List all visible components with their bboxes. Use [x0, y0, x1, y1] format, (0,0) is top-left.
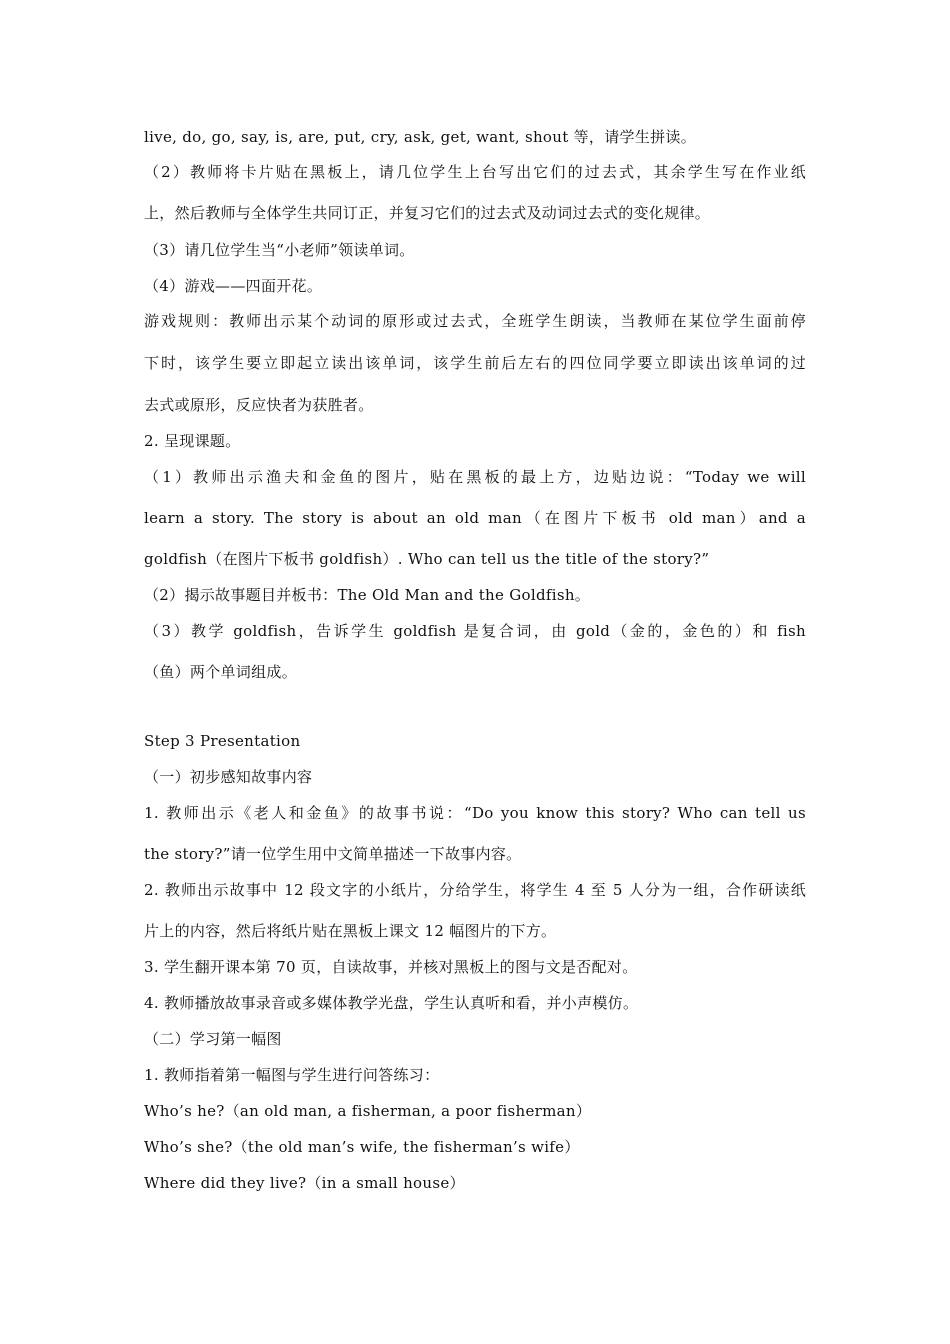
- text-line: 游戏规则：教师出示某个动词的原形或过去式，全班学生朗读，当教师在某位学生面前停: [144, 312, 806, 330]
- text-line: （3）请几位学生当“小老师”领读单词。: [144, 241, 415, 259]
- text-line: goldfish（在图片下板书 goldfish）. Who can tell us the title of the story?”: [144, 550, 710, 568]
- text-line: （2）揭示故事题目并板书：The Old Man and the Goldfish。: [144, 586, 591, 604]
- text-line: Who’s she?（the old man’s wife, the fisherman’s wife）: [144, 1138, 580, 1156]
- text-line: （二）学习第一幅图: [144, 1030, 282, 1048]
- text-line: Who’s he?（an old man, a fisherman, a poor fisherman）: [144, 1102, 592, 1120]
- text-line: 3. 学生翻开课本第 70 页，自读故事，并核对黑板上的图与文是否配对。: [144, 958, 638, 976]
- text-line: Where did they live?（in a small house）: [144, 1174, 465, 1192]
- text-line: （3）教学 goldfish，告诉学生 goldfish 是复合词，由 gold（金的，金色的）和 fish: [144, 622, 806, 640]
- text-line: （1）教师出示渔夫和金鱼的图片，贴在黑板的最上方，边贴边说：“Today we will: [144, 468, 806, 486]
- text-line: 2. 呈现课题。: [144, 432, 241, 450]
- text-line: 1. 教师出示《老人和金鱼》的故事书说：“Do you know this story? Who can tell us: [144, 804, 806, 822]
- text-line: 1. 教师指着第一幅图与学生进行问答练习：: [144, 1066, 440, 1084]
- text-line: the story?”请一位学生用中文简单描述一下故事内容。: [144, 845, 522, 863]
- section-heading: Step 3 Presentation: [144, 732, 301, 750]
- text-line: 2. 教师出示故事中 12 段文字的小纸片，分给学生，将学生 4 至 5 人分为一组，合作研读纸: [144, 881, 806, 899]
- text-line: （鱼）两个单词组成。: [144, 663, 298, 681]
- text-line: learn a story. The story is about an old man（在图片下板书 old man）and a: [144, 509, 806, 527]
- text-line: （2）教师将卡片贴在黑板上，请几位学生上台写出它们的过去式，其余学生写在作业纸: [144, 163, 806, 181]
- text-line: live, do, go, say, is, are, put, cry, ask, get, want, shout 等，请学生拼读。: [144, 128, 697, 146]
- text-line: 下时，该学生要立即起立读出该单词，该学生前后左右的四位同学要立即读出该单词的过: [144, 354, 806, 372]
- text-line: 上，然后教师与全体学生共同订正，并复习它们的过去式及动词过去式的变化规律。: [144, 204, 711, 222]
- text-line: 4. 教师播放故事录音或多媒体教学光盘，学生认真听和看，并小声模仿。: [144, 994, 639, 1012]
- text-line: （一）初步感知故事内容: [144, 768, 313, 786]
- text-line: （4）游戏——四面开花。: [144, 277, 323, 295]
- text-line: 去式或原形，反应快者为获胜者。: [144, 396, 374, 414]
- text-line: 片上的内容，然后将纸片贴在黑板上课文 12 幅图片的下方。: [144, 922, 557, 940]
